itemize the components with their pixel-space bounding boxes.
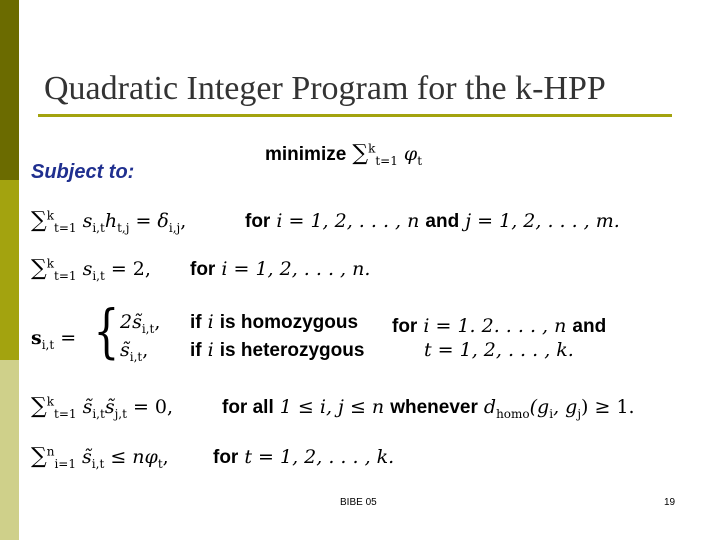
constraint-1-range (245, 210, 620, 233)
for-word: for (190, 259, 216, 280)
sum-upper: k (368, 141, 376, 156)
for-word: for (213, 447, 239, 468)
constraint-3-lhs (31, 327, 76, 352)
for-all-word: for all (222, 397, 274, 418)
var-s-bold: s (31, 327, 42, 349)
sub: i,t (41, 337, 55, 352)
sub: i,t (141, 321, 155, 336)
sub: i,t (91, 456, 105, 471)
var-delta: δ (157, 210, 169, 232)
footer-conference: BIBE 05 (340, 497, 377, 508)
heterozygous-text: is heterozygous (219, 340, 365, 361)
objective-term-sub: t (417, 153, 423, 168)
sub: homo (496, 406, 530, 421)
and-word: and (425, 211, 460, 232)
constraint-3-range-i (392, 315, 606, 338)
sum-lower: t=1 (54, 268, 77, 283)
left-accent-bar-bottom (0, 360, 19, 540)
var-d: d (483, 396, 497, 418)
constraint-5 (31, 444, 169, 471)
and-word: and (572, 316, 607, 337)
var-s-tilde: s̃ (104, 396, 115, 418)
range-t: t = 1, 2, . . . , k. (424, 339, 574, 361)
args-end: ) ≥ 1. (581, 396, 635, 418)
if-word: if (190, 312, 202, 333)
var-i: i (207, 339, 214, 361)
equals: = (54, 327, 77, 349)
sub: i (549, 406, 554, 421)
sub: t,j (117, 220, 130, 235)
constraint-4 (31, 394, 173, 421)
sum-symbol: ∑ (352, 141, 369, 166)
range-i: i = 1, 2, . . . , n. (221, 258, 371, 280)
for-word: for (245, 211, 271, 232)
constraint-4-range (222, 396, 635, 421)
constraint-2-range (190, 258, 370, 281)
left-accent-bar-top (0, 0, 19, 180)
sum-symbol: ∑ (31, 256, 47, 281)
case-2-value (120, 339, 148, 364)
args: , g (553, 396, 578, 418)
sum-lower: t=1 (375, 153, 398, 168)
case-2-expr: s̃ (120, 339, 130, 361)
range-i: i = 1, 2, . . . , n (276, 210, 420, 232)
sub: t (157, 456, 163, 471)
title-underline (38, 114, 672, 117)
left-accent-bar-middle (0, 180, 19, 360)
case-1-expr: 2s̃ (120, 311, 142, 333)
case-1-value (120, 311, 160, 336)
constraint-1 (31, 208, 186, 235)
var-s-tilde: s̃ (82, 396, 93, 418)
sum-upper: k (46, 208, 54, 223)
sum-lower: t=1 (54, 220, 77, 235)
page-number: 19 (664, 497, 676, 508)
if-word: if (190, 340, 202, 361)
var-h: h (104, 210, 118, 232)
case-1-condition (190, 311, 358, 334)
sub: i,t (92, 268, 105, 283)
slide-title: Quadratic Integer Program for the k-HPP (44, 70, 606, 107)
objective-keyword: minimize (265, 144, 347, 165)
objective-term: φ (403, 143, 418, 165)
for-word: for (392, 316, 418, 337)
sum-upper: k (46, 394, 54, 409)
constraint-2 (31, 256, 151, 283)
case-2-condition (190, 339, 364, 362)
var-i: i (207, 311, 214, 333)
sum-lower: i=1 (54, 456, 76, 471)
args: (g (529, 396, 550, 418)
sub: i,t (92, 220, 105, 235)
leq-expr: ≤ nφ (104, 446, 158, 468)
case-brace: { (93, 297, 120, 365)
homozygous-text: is homozygous (219, 312, 359, 333)
sum-symbol: ∑ (31, 444, 47, 469)
sub: i,j (168, 220, 181, 235)
constraint-3-range-t (424, 339, 574, 361)
whenever-word: whenever (390, 397, 478, 418)
range-ij: 1 ≤ i, j ≤ n (279, 396, 385, 418)
sum-upper: k (46, 256, 54, 271)
sub: i,t (129, 349, 143, 364)
equals: = 2, (104, 258, 151, 280)
range-t: t = 1, 2, . . . , k. (244, 446, 395, 468)
comma: , (162, 446, 169, 468)
constraint-5-range (213, 446, 394, 469)
sum-upper: n (46, 444, 55, 459)
var-s-tilde: s̃ (82, 446, 92, 468)
var-s: s (82, 258, 93, 280)
sum-lower: t=1 (54, 406, 77, 421)
comma: , (142, 339, 149, 361)
range-i: i = 1. 2. . . . , n (423, 315, 567, 337)
sub: i,t (92, 406, 105, 421)
sum-symbol: ∑ (31, 208, 47, 233)
var-s: s (82, 210, 93, 232)
comma: , (180, 210, 187, 232)
comma: , (154, 311, 161, 333)
sub: j,t (114, 406, 127, 421)
subject-to-label: Subject to: (31, 161, 135, 183)
equals: = 0, (126, 396, 174, 418)
equals: = (129, 210, 158, 232)
sum-symbol: ∑ (31, 394, 47, 419)
objective (265, 141, 422, 168)
range-j: j = 1, 2, . . . , m. (465, 210, 620, 232)
sub: j (577, 406, 582, 421)
